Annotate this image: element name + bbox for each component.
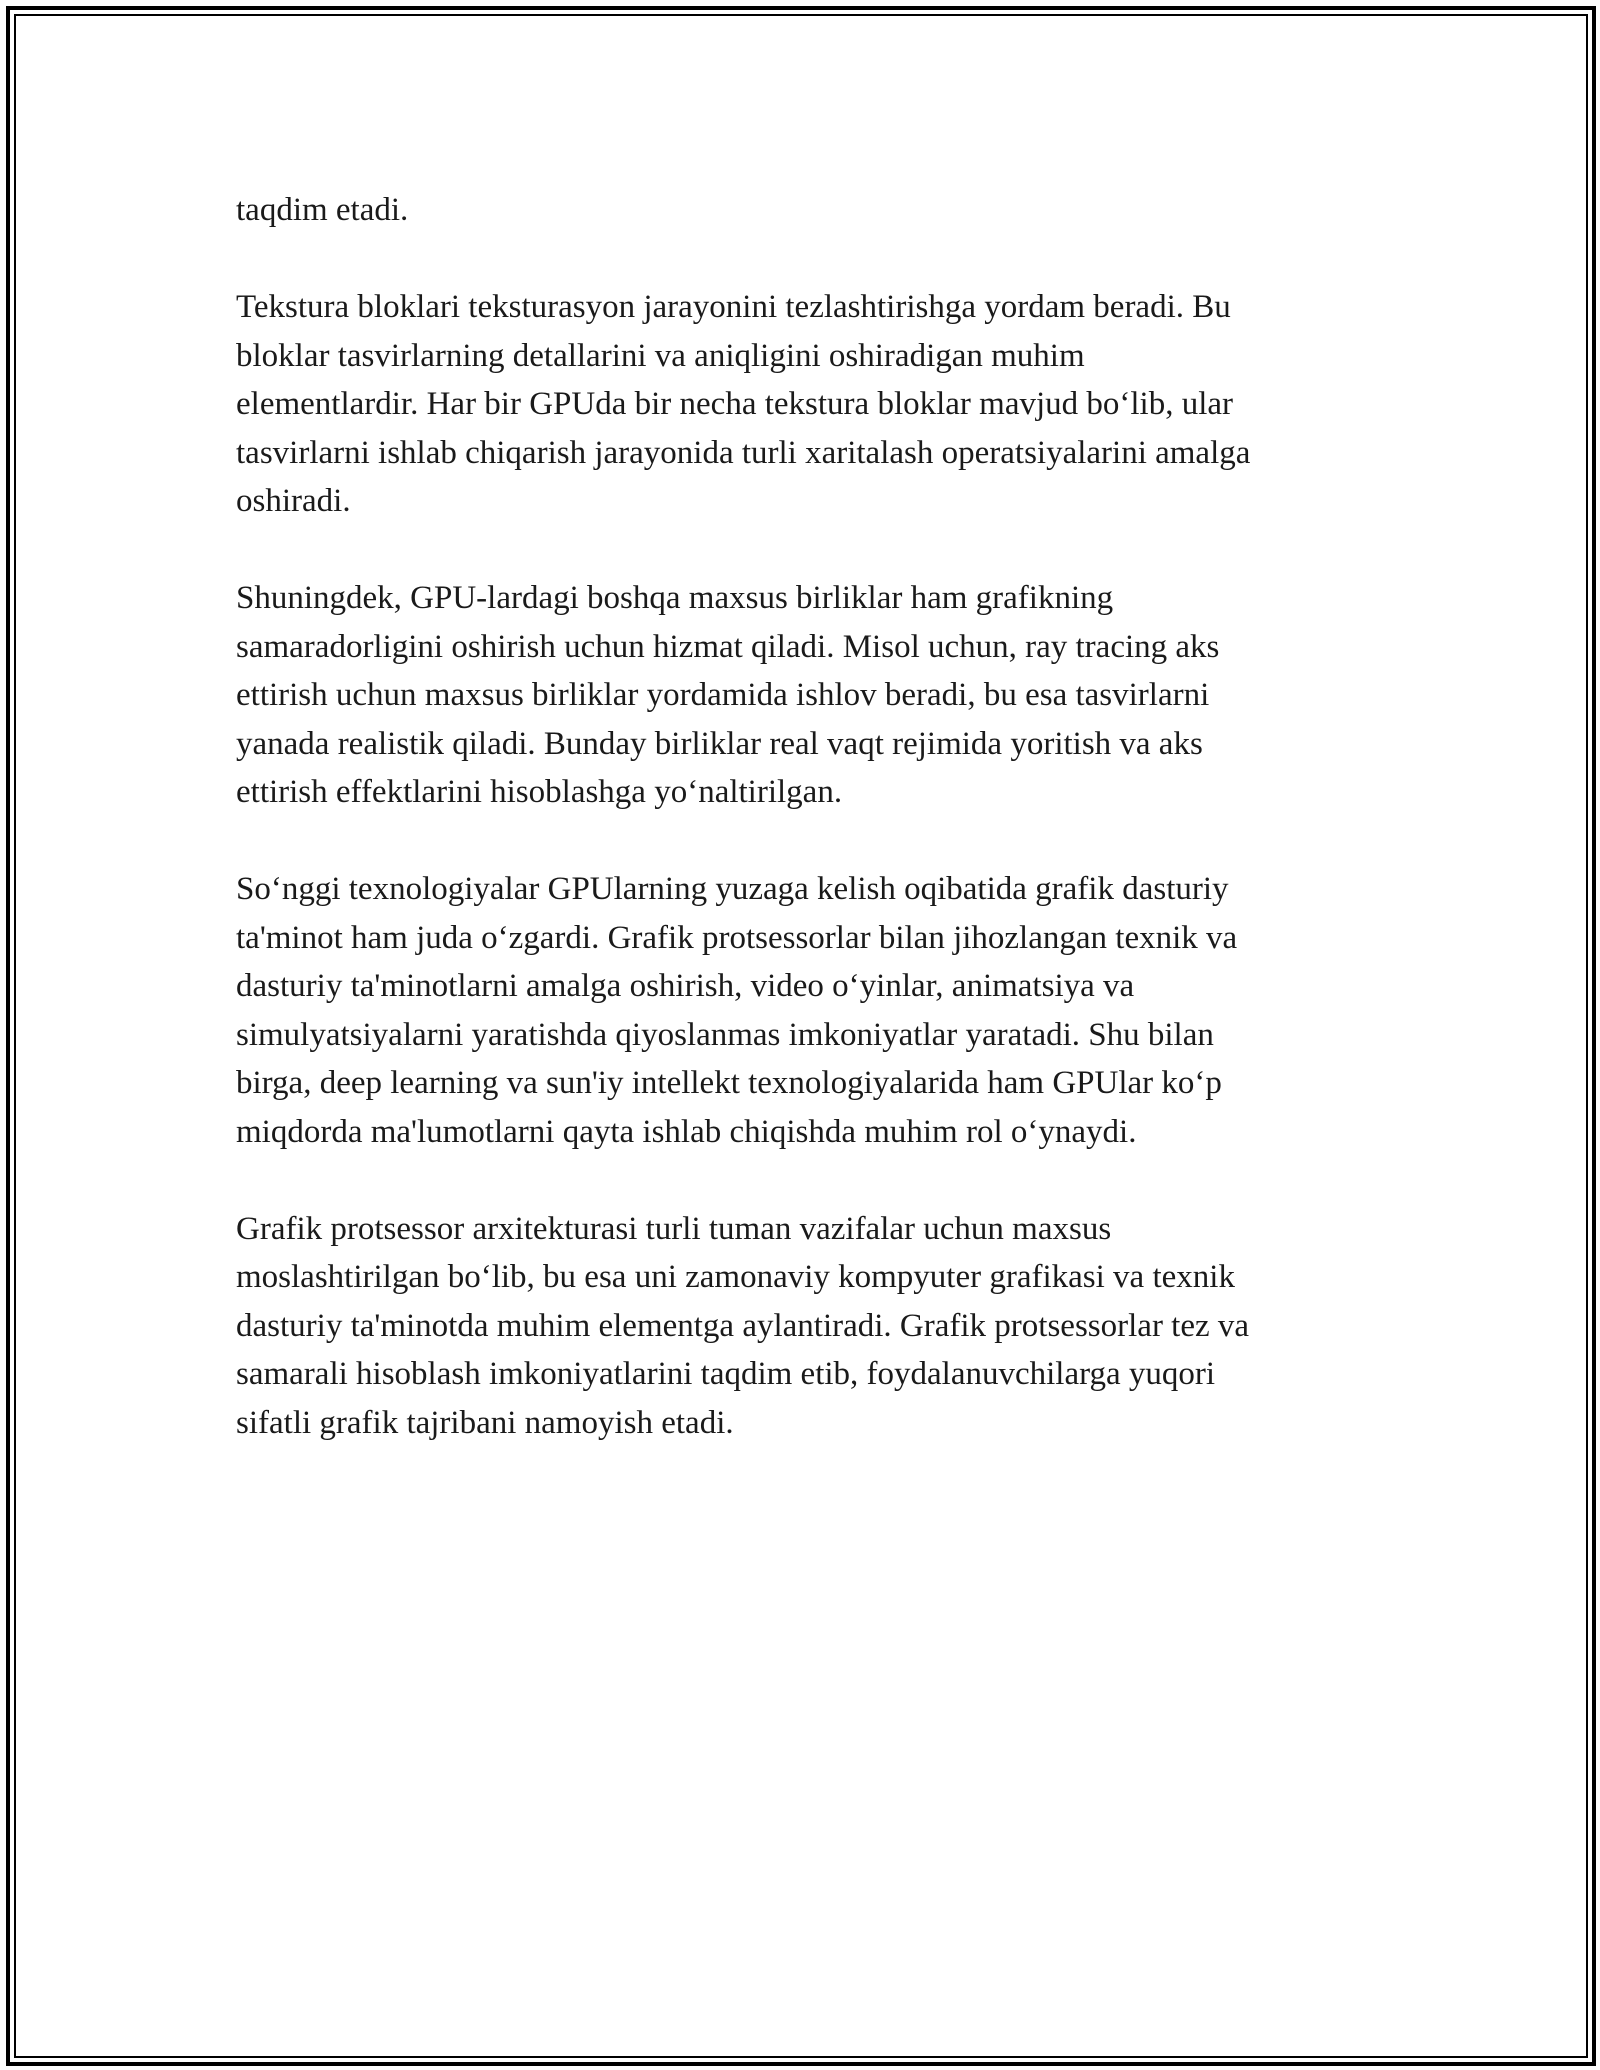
text-line: miqdorda ma'lumotlarni qayta ishlab chiqishda muhim rol o‘ynaydi. bbox=[236, 1113, 1137, 1150]
text-line: moslashtirilgan bo‘lib, bu esa uni zamonaviy kompyuter grafikasi va texnik bbox=[236, 1259, 1235, 1295]
paragraph bbox=[236, 865, 1386, 1156]
paragraph bbox=[236, 574, 1386, 817]
text-line: taqdim etadi. bbox=[236, 192, 409, 228]
text-line: ta'minot ham juda o‘zgardi. Grafik protsessorlar bilan jihozlangan texnik va bbox=[236, 919, 1238, 956]
paragraph bbox=[236, 283, 1386, 526]
text-line: simulyatsiyalarni yaratishda qiyoslanmas imkoniyatlar yaratadi. Shu bilan bbox=[236, 1016, 1214, 1053]
text-line: dasturiy ta'minotlarni amalga oshirish, video o‘yinlar, animatsiya va bbox=[236, 968, 1135, 1004]
text-line: So‘nggi texnologiyalar GPUlarning yuzaga kelish oqibatida grafik dasturiy bbox=[236, 871, 1229, 907]
paragraph bbox=[236, 1205, 1386, 1448]
text-line: Tekstura bloklari teksturasyon jarayonini tezlashtirishga yordam beradi. Bu bbox=[236, 289, 1231, 325]
text-line: Shuningdek, GPU-lardagi boshqa maxsus birliklar ham grafikning bbox=[236, 580, 1114, 616]
text-line: Grafik protsessor arxitekturasi turli tuman vazifalar uchun maxsus bbox=[236, 1210, 1112, 1247]
text-line: tasvirlarni ishlab chiqarish jarayonida turli xaritalash operatsiyalarini amalga bbox=[236, 434, 1251, 471]
text-line: dasturiy ta'minotda muhim elementga aylantiradi. Grafik protsessorlar tez va bbox=[236, 1307, 1250, 1344]
text-line: elementlardir. Har bir GPUda bir necha tekstura bloklar mavjud bo‘lib, ular bbox=[236, 386, 1234, 422]
text-line: bloklar tasvirlarning detallarini va aniqligini oshiradigan muhim bbox=[236, 337, 1085, 374]
text-line: samaradorligini oshirish uchun hizmat qiladi. Misol uchun, ray tracing aks bbox=[236, 628, 1220, 665]
text-line: sifatli grafik tajribani namoyish etadi. bbox=[236, 1404, 734, 1441]
text-line: ettirish uchun maxsus birliklar yordamida ishlov beradi, bu esa tasvirlarni bbox=[236, 677, 1210, 713]
text-line: oshiradi. bbox=[236, 483, 351, 519]
text-line: yanada realistik qiladi. Bunday birliklar real vaqt rejimida yoritish va aks bbox=[236, 725, 1203, 762]
document-body bbox=[236, 186, 1386, 1496]
text-line: birga, deep learning va sun'iy intellekt texnologiyalarida ham GPUlar ko‘p bbox=[236, 1065, 1222, 1101]
paragraph bbox=[236, 186, 1386, 235]
text-line: ettirish effektlarini hisoblashga yo‘naltirilgan. bbox=[236, 774, 843, 810]
text-line: samarali hisoblash imkoniyatlarini taqdim etib, foydalanuvchilarga yuqori bbox=[236, 1356, 1216, 1392]
